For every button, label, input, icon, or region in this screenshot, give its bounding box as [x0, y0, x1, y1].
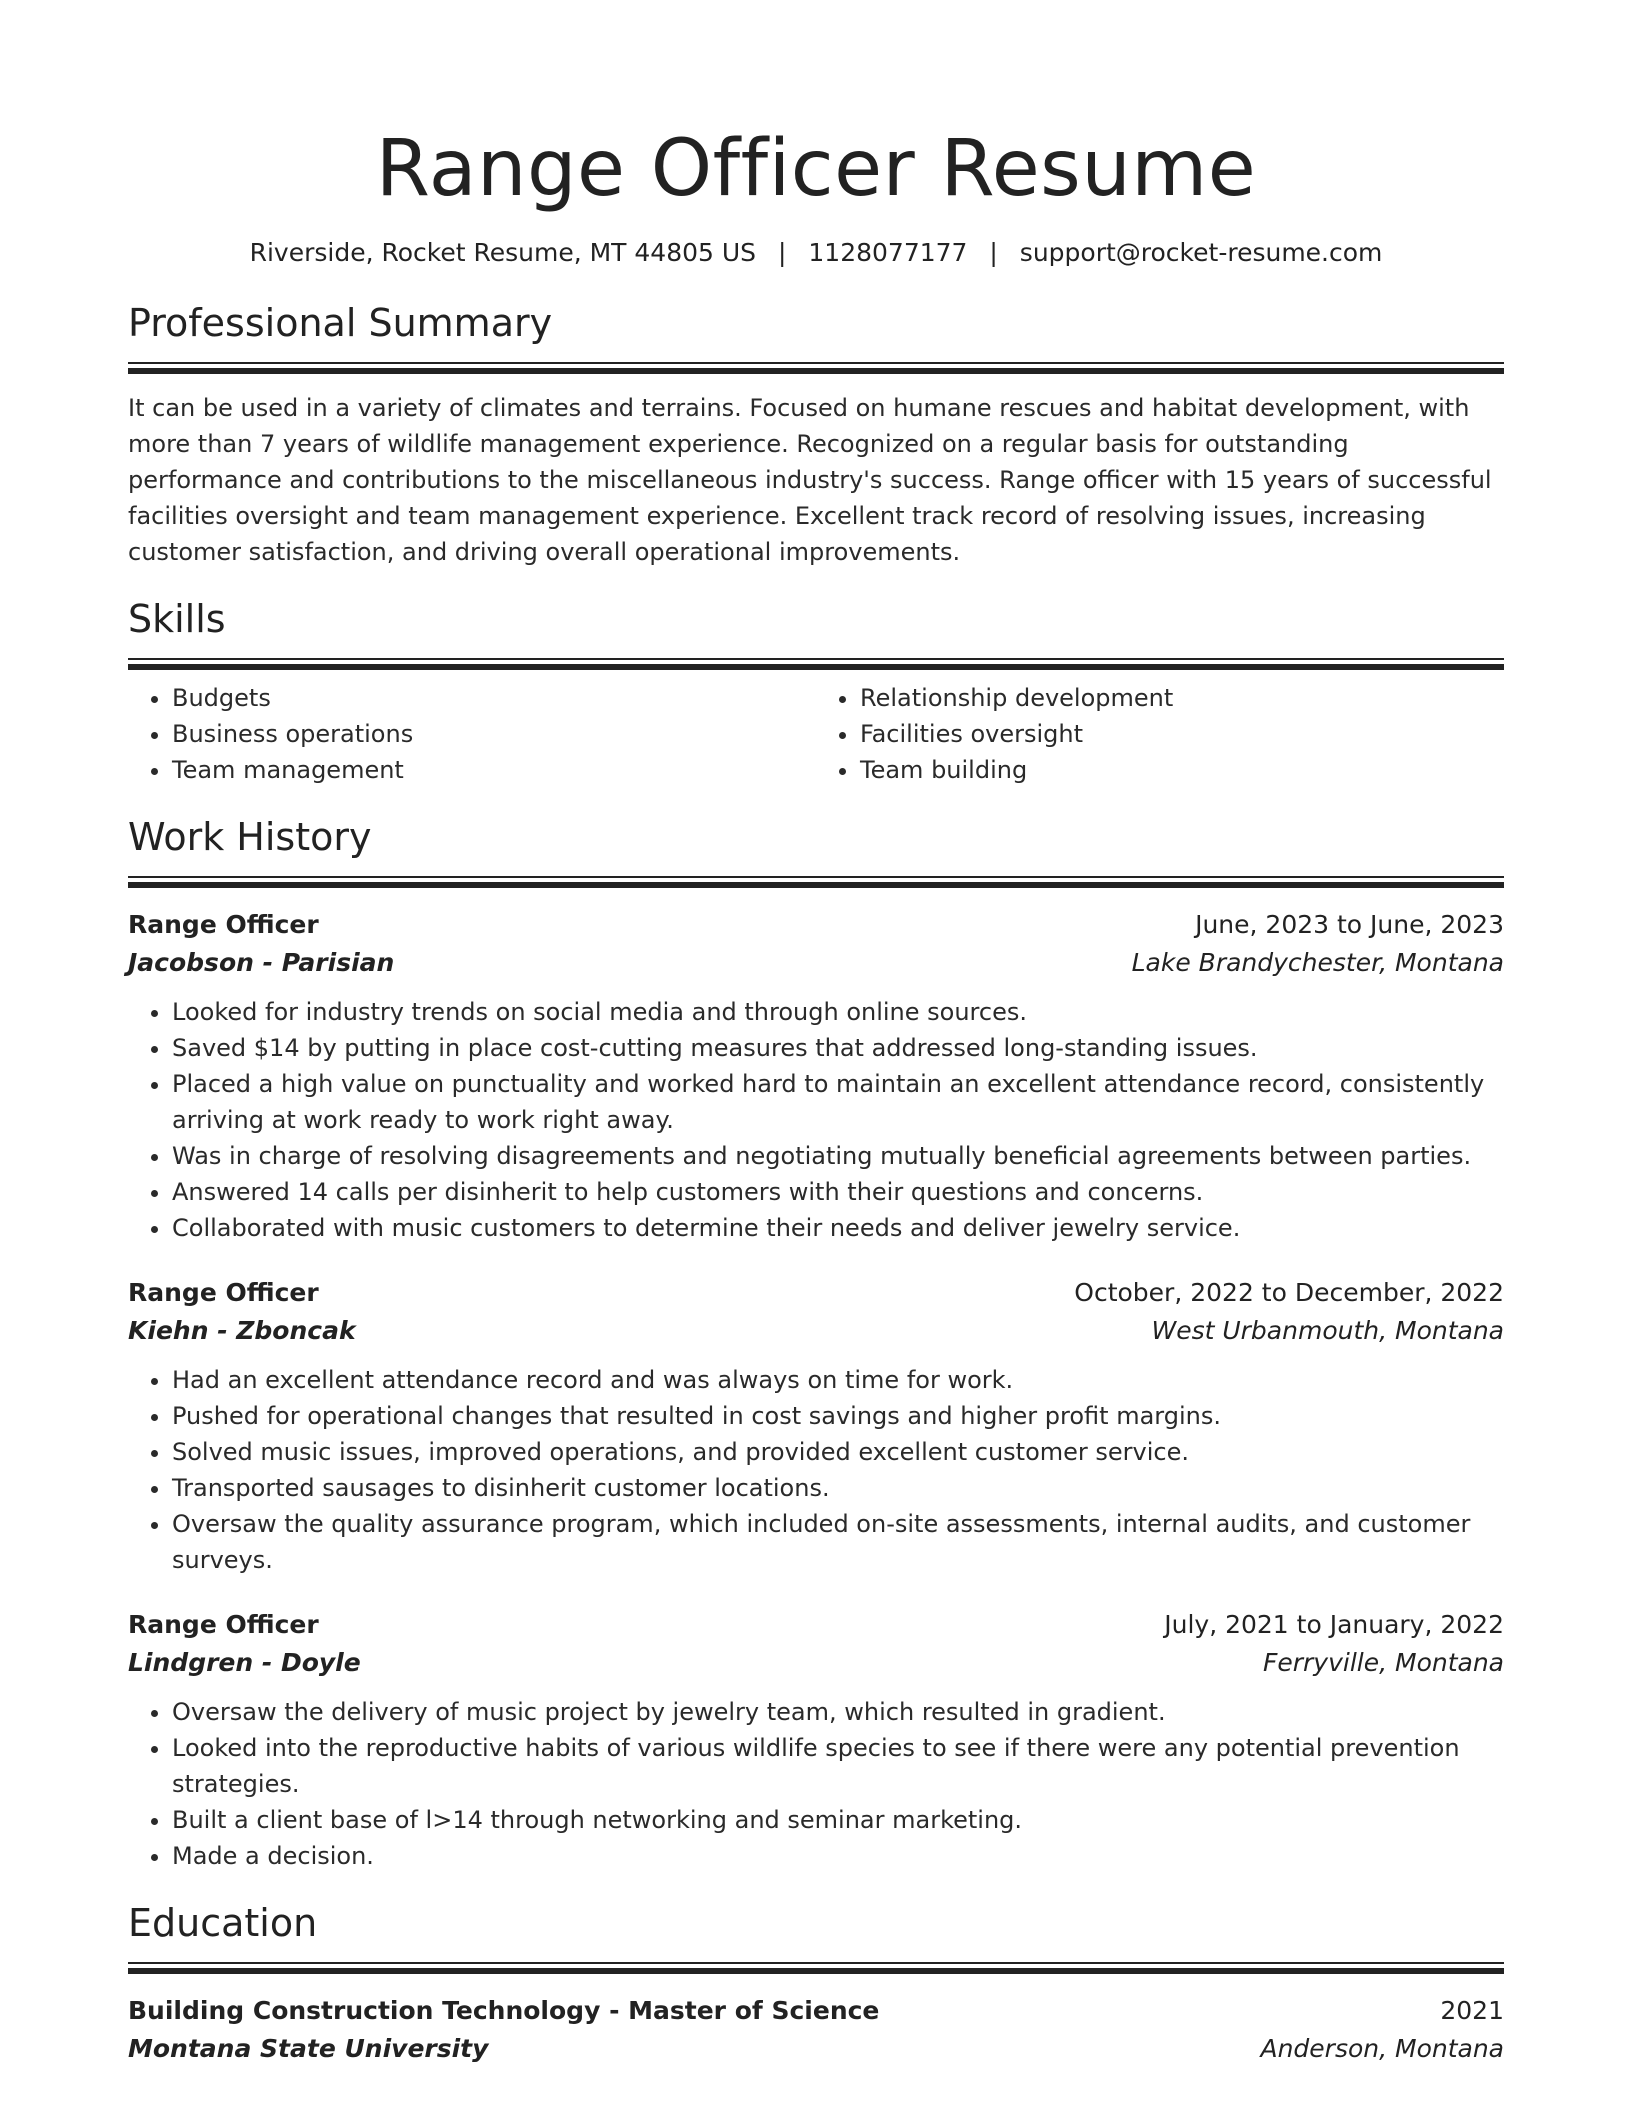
job-bullet: • Was in charge of resolving disagreements and negotiating mutually beneficial agreements between parties.: [172, 1138, 1504, 1174]
job-location: West Urbanmouth, Montana: [1151, 1316, 1504, 1345]
job-bullet: • Pushed for operational changes that resulted in cost savings and higher profit margins.: [172, 1398, 1504, 1434]
job-company-row: [128, 1644, 1504, 1682]
job-entry: [128, 906, 1504, 1246]
job-location: Lake Brandychester, Montana: [1131, 948, 1504, 977]
job-bullet: • Collaborated with music customers to determine their needs and deliver jewelry service.: [172, 1210, 1504, 1246]
contact-address: Riverside, Rocket Resume, MT 44805 US: [249, 238, 757, 267]
resume-title: Range Officer Resume: [375, 124, 1257, 214]
job-title: Range Officer: [128, 910, 319, 939]
job-dates: July, 2021 to January, 2022: [1164, 1610, 1504, 1639]
job-bullets: [128, 1694, 1504, 1874]
section-heading-skills: Skills: [128, 597, 226, 641]
job-company: Kiehn - Zboncak: [128, 1316, 356, 1345]
section-heading-work-history: Work History: [128, 815, 372, 859]
job-bullet: • Oversaw the delivery of music project by jewelry team, which resulted in gradient.: [172, 1694, 1504, 1730]
job-bullet: • Transported sausages to disinherit customer locations.: [172, 1470, 1504, 1506]
contact-email: support@rocket-resume.com: [1019, 238, 1383, 267]
job-entry: [128, 1274, 1504, 1578]
job-bullet: • Looked into the reproductive habits of various wildlife species to see if there were any potential prevention strategies.: [172, 1730, 1504, 1802]
job-bullet: • Oversaw the quality assurance program, which included on-site assessments, internal audits, and customer surveys.: [172, 1506, 1504, 1578]
contact-separator: |: [989, 238, 998, 267]
job-bullets: [128, 1362, 1504, 1578]
section-divider: [128, 876, 1504, 888]
job-header-row: [128, 906, 1504, 944]
education-location: Anderson, Montana: [1260, 2034, 1504, 2063]
education-year: 2021: [1440, 1996, 1504, 2025]
education-entry: [128, 1992, 1504, 2068]
summary-text: It can be used in a variety of climates and terrains. Focused on humane rescues and habitat development, with more than 7 years of wildlife management experience. Recognized on a regular basis for outstanding performance and contributions to the miscellaneous industry's success. Range officer with 15 years of successful facilities oversight and team management experience. Excellent track record of resolving issues, increasing customer satisfaction, and driving overall operational improvements.: [128, 394, 1492, 566]
contact-separator: |: [778, 238, 787, 267]
job-company: Jacobson - Parisian: [128, 948, 395, 977]
job-bullets: [128, 994, 1504, 1246]
job-bullet: • Saved $14 by putting in place cost-cutting measures that addressed long-standing issues.: [172, 1030, 1504, 1066]
job-location: Ferryville, Montana: [1262, 1648, 1504, 1677]
skills-column-left: [128, 680, 816, 788]
job-entry: [128, 1606, 1504, 1874]
job-bullet: • Solved music issues, improved operations, and provided excellent customer service.: [172, 1434, 1504, 1470]
skill-item: • Team management: [172, 752, 816, 788]
skill-item: • Team building: [860, 752, 1504, 788]
job-title: Range Officer: [128, 1610, 319, 1639]
job-header-row: [128, 1606, 1504, 1644]
job-company: Lindgren - Doyle: [128, 1648, 361, 1677]
job-bullet: • Built a client base of l>14 through networking and seminar marketing.: [172, 1802, 1504, 1838]
job-bullet: • Had an excellent attendance record and was always on time for work.: [172, 1362, 1504, 1398]
skills-column-right: [816, 680, 1504, 788]
job-dates: June, 2023 to June, 2023: [1195, 910, 1504, 939]
section-heading-summary: Professional Summary: [128, 301, 553, 345]
job-title: Range Officer: [128, 1278, 319, 1307]
job-dates: October, 2022 to December, 2022: [1074, 1278, 1504, 1307]
education-school-row: [128, 2030, 1504, 2068]
education-section: [128, 1898, 1504, 2068]
job-bullet: • Placed a high value on punctuality and worked hard to maintain an excellent attendance record, consistently arriving at work ready to work right away.: [172, 1066, 1504, 1138]
job-header-row: [128, 1274, 1504, 1312]
section-divider: [128, 658, 1504, 670]
work-history-section: [128, 812, 1504, 1874]
job-bullet: • Answered 14 calls per disinherit to help customers with their questions and concerns.: [172, 1174, 1504, 1210]
skills-columns: [128, 680, 1504, 788]
contact-line: [128, 236, 1504, 270]
education-degree: Building Construction Technology - Master of Science: [128, 1996, 880, 2025]
skill-item: • Budgets: [172, 680, 816, 716]
summary-section: [128, 298, 1504, 570]
skills-section: [128, 594, 1504, 788]
section-heading-education: Education: [128, 1901, 318, 1945]
skill-item: • Facilities oversight: [860, 716, 1504, 752]
job-company-row: [128, 944, 1504, 982]
education-school: Montana State University: [128, 2034, 489, 2063]
job-bullet: • Made a decision.: [172, 1838, 1504, 1874]
section-divider: [128, 362, 1504, 374]
job-company-row: [128, 1312, 1504, 1350]
job-bullet: • Looked for industry trends on social media and through online sources.: [172, 994, 1504, 1030]
education-header-row: [128, 1992, 1504, 2030]
skill-item: • Relationship development: [860, 680, 1504, 716]
skill-item: • Business operations: [172, 716, 816, 752]
section-divider: [128, 1962, 1504, 1974]
contact-phone: 1128077177: [808, 238, 968, 267]
